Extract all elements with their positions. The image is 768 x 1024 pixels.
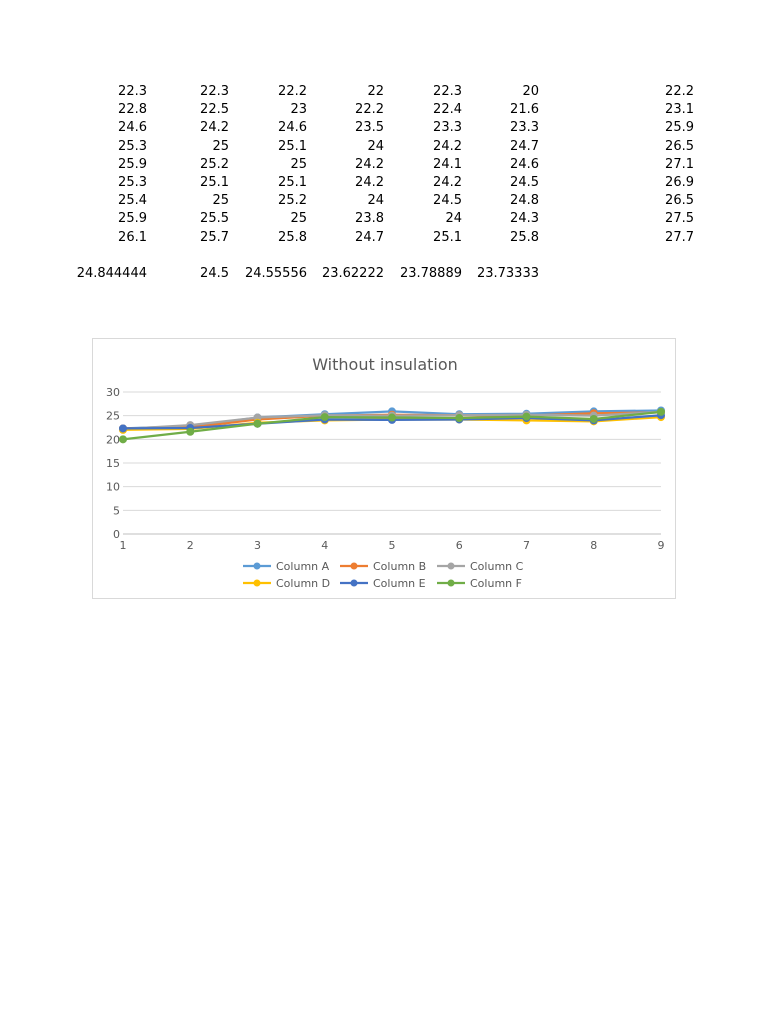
table-cell: 24.2 — [355, 157, 384, 172]
table-cell: 23 — [290, 102, 307, 117]
average-cell: 23.78889 — [399, 266, 462, 281]
legend-label: Column E — [373, 577, 426, 590]
table-cell: 23.8 — [355, 211, 384, 226]
table-cell: 24.8 — [510, 193, 539, 208]
table-cell: 26.5 — [665, 193, 694, 208]
table-cell: 25.1 — [200, 175, 229, 190]
y-tick-label: 25 — [106, 409, 120, 423]
table-cell: 25 — [212, 193, 229, 208]
table-cell: 25.2 — [200, 157, 229, 172]
legend-label: Column F — [470, 577, 522, 590]
table-cell: 26.5 — [665, 139, 694, 154]
y-tick-label: 5 — [113, 504, 120, 518]
table-cell: 25.8 — [278, 230, 307, 245]
table-cell: 21.6 — [510, 102, 539, 117]
table-cell: 24 — [367, 193, 384, 208]
table-cell: 25.8 — [510, 230, 539, 245]
data-point — [389, 414, 396, 421]
table-cell: 24.7 — [355, 230, 384, 245]
table-cell: 22.3 — [118, 84, 147, 99]
table-cell: 20 — [522, 84, 539, 99]
x-tick-label: 5 — [388, 539, 396, 552]
table-cell: 22.3 — [433, 84, 462, 99]
table-cell: 25.4 — [118, 193, 147, 208]
table-cell: 24.2 — [200, 120, 229, 135]
data-point — [658, 408, 665, 415]
table-cell: 23.5 — [355, 120, 384, 135]
table-cell: 24.1 — [433, 157, 462, 172]
table-cell: 25.9 — [118, 211, 147, 226]
legend-marker — [254, 563, 261, 570]
table-cell: 23.3 — [433, 120, 462, 135]
table-cell: 24.3 — [510, 211, 539, 226]
legend-marker — [448, 563, 455, 570]
legend-marker — [448, 580, 455, 587]
table-cell: 25.3 — [118, 175, 147, 190]
table-cell: 24.7 — [510, 139, 539, 154]
table-cell: 24.2 — [433, 175, 462, 190]
average-cell: 23.73333 — [476, 266, 539, 281]
data-point — [523, 413, 530, 420]
average-cell: 24.844444 — [76, 266, 147, 281]
table-cell: 24.2 — [355, 175, 384, 190]
legend-marker — [351, 580, 358, 587]
table-cell: 25.9 — [665, 120, 694, 135]
x-tick-label: 8 — [590, 539, 598, 552]
average-cell: 24.5 — [200, 266, 229, 281]
y-tick-label: 10 — [106, 480, 120, 494]
table-cell: 22.8 — [118, 102, 147, 117]
table-cell: 24.6 — [510, 157, 539, 172]
y-tick-label: 30 — [106, 386, 120, 399]
y-tick-label: 0 — [113, 528, 120, 541]
x-tick-label: 4 — [321, 539, 329, 552]
y-tick-label: 15 — [106, 457, 120, 470]
legend-label: Column B — [373, 560, 427, 573]
table-cell: 24.2 — [433, 139, 462, 154]
table-cell: 22.2 — [278, 84, 307, 99]
data-point — [321, 414, 328, 421]
table-cell: 25 — [290, 211, 307, 226]
table-cell: 24.5 — [510, 175, 539, 190]
table-cell: 27.5 — [665, 211, 694, 226]
chart-canvas — [93, 339, 677, 600]
table-cell: 22.4 — [433, 102, 462, 117]
legend-label: Column D — [276, 577, 331, 590]
table-cell: 22.2 — [665, 84, 694, 99]
data-point — [187, 428, 194, 435]
average-cell: 24.55556 — [244, 266, 307, 281]
data-point — [120, 425, 127, 432]
table-cell: 27.1 — [665, 157, 694, 172]
table-cell: 25.5 — [200, 211, 229, 226]
chart-title: Without insulation — [312, 355, 458, 374]
table-cell: 25.7 — [200, 230, 229, 245]
y-tick-label: 20 — [106, 433, 120, 447]
legend-label: Column A — [276, 560, 330, 573]
legend-marker — [254, 580, 261, 587]
table-cell: 25.1 — [278, 175, 307, 190]
table-cell: 26.1 — [118, 230, 147, 245]
table-cell: 22 — [367, 84, 384, 99]
table-cell: 23.1 — [665, 102, 694, 117]
table-cell: 22.3 — [200, 84, 229, 99]
table-cell: 25.3 — [118, 139, 147, 154]
table-cell: 22.5 — [200, 102, 229, 117]
x-tick-label: 3 — [254, 539, 261, 552]
table-cell: 25.2 — [278, 193, 307, 208]
table-cell: 25.1 — [278, 139, 307, 154]
x-tick-label: 7 — [523, 539, 530, 552]
table-cell: 24 — [367, 139, 384, 154]
table-cell: 25.1 — [433, 230, 462, 245]
table-cell: 24.6 — [278, 120, 307, 135]
table-cell: 24.5 — [433, 193, 462, 208]
data-point — [254, 420, 261, 427]
table-cell: 25 — [290, 157, 307, 172]
table-cell: 24 — [445, 211, 462, 226]
table-cell: 27.7 — [665, 230, 694, 245]
legend-label: Column C — [470, 560, 524, 573]
table-cell: 25.9 — [118, 157, 147, 172]
x-tick-label: 2 — [186, 539, 194, 552]
x-tick-label: 6 — [455, 539, 463, 552]
line-chart — [92, 338, 676, 599]
legend-marker — [351, 563, 358, 570]
table-cell: 25 — [212, 139, 229, 154]
data-point — [590, 415, 597, 422]
x-tick-label: 1 — [119, 539, 127, 552]
data-point — [456, 415, 463, 422]
data-point — [120, 436, 127, 443]
average-cell: 23.62222 — [321, 266, 384, 281]
x-tick-label: 9 — [657, 539, 665, 552]
table-cell: 24.6 — [118, 120, 147, 135]
table-cell: 26.9 — [665, 175, 694, 190]
table-cell: 22.2 — [355, 102, 384, 117]
table-cell: 23.3 — [510, 120, 539, 135]
